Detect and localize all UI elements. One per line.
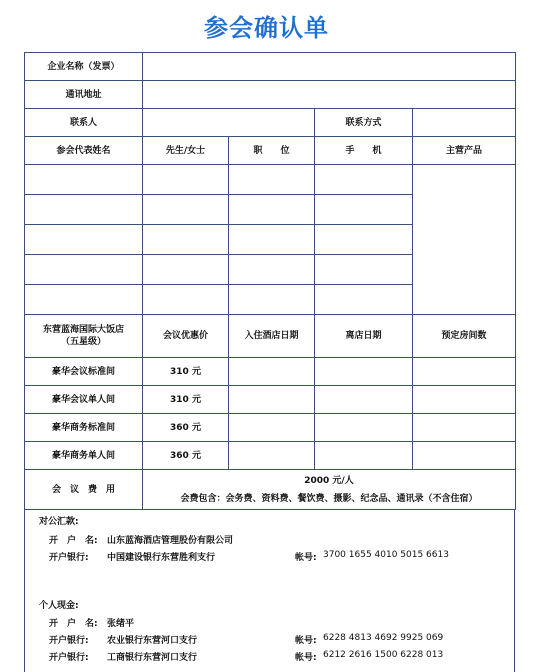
- attendee-position-cell[interactable]: [229, 225, 315, 255]
- checkout-date-header: 离店日期: [315, 315, 413, 358]
- company-name-field[interactable]: [143, 53, 516, 81]
- main-products-field[interactable]: [413, 165, 516, 315]
- personal-bank: 工商银行东营河口支行: [107, 653, 198, 663]
- checkout-date-cell[interactable]: [315, 358, 413, 386]
- hotel-star-rating: （五星级）: [60, 337, 106, 347]
- discount-price-header: 会议优惠价: [143, 315, 229, 358]
- main-products-header: 主营产品: [413, 137, 516, 165]
- checkin-date-cell[interactable]: [229, 442, 315, 470]
- room-count-cell[interactable]: [413, 414, 516, 442]
- room-count-cell[interactable]: [413, 442, 516, 470]
- contact-person-field[interactable]: [143, 109, 315, 137]
- room-type-label: 豪华会议标准间: [25, 358, 143, 386]
- personal-account-label: 帐号:: [295, 636, 317, 646]
- corporate-account-label: 帐号:: [295, 553, 317, 563]
- checkin-date-header: 入住酒店日期: [229, 315, 315, 358]
- meeting-fee-amount: 2000 元/人: [304, 475, 354, 486]
- attendee-name-cell[interactable]: [25, 225, 143, 255]
- attendee-position-cell[interactable]: [229, 285, 315, 315]
- page-title: 参会确认单: [204, 14, 329, 42]
- personal-cash-title: 个人现金:: [39, 601, 79, 611]
- personal-account-number: 6212 2616 1500 6228 013: [323, 650, 444, 660]
- corporate-account-name: 山东蓝海酒店管理股份有限公司: [107, 536, 234, 546]
- checkout-date-cell[interactable]: [315, 414, 413, 442]
- room-count-cell[interactable]: [413, 386, 516, 414]
- attendee-position-cell[interactable]: [229, 255, 315, 285]
- personal-account-name: 张绪平: [107, 619, 135, 629]
- room-price: 360 元: [143, 442, 229, 470]
- corporate-transfer-title: 对公汇款:: [39, 517, 79, 527]
- attendee-mobile-cell[interactable]: [315, 225, 413, 255]
- room-count-cell[interactable]: [413, 358, 516, 386]
- corporate-bank-label: 开户银行:: [49, 553, 89, 563]
- attendee-name-cell[interactable]: [25, 255, 143, 285]
- attendee-title-cell[interactable]: [143, 225, 229, 255]
- room-count-header: 预定房间数: [413, 315, 516, 358]
- personal-account-name-label: 开 户 名:: [49, 619, 98, 629]
- attendee-mobile-header: 手 机: [315, 137, 413, 165]
- attendee-name-cell[interactable]: [25, 285, 143, 315]
- personal-account-number: 6228 4813 4692 9925 069: [323, 633, 444, 643]
- address-label: 通讯地址: [25, 81, 143, 109]
- attendee-name-header: 参会代表姓名: [25, 137, 143, 165]
- contact-method-label: 联系方式: [315, 109, 413, 137]
- attendee-name-cell[interactable]: [25, 165, 143, 195]
- attendee-title-cell[interactable]: [143, 285, 229, 315]
- meeting-fee-note: 会费包含：会务费、资料费、餐饮费、摄影、纪念品、通讯录（不含住宿）: [180, 493, 478, 504]
- room-price: 310 元: [143, 386, 229, 414]
- personal-account-label: 帐号:: [295, 653, 317, 663]
- attendee-name-cell[interactable]: [25, 195, 143, 225]
- attendee-title-cell[interactable]: [143, 195, 229, 225]
- attendee-position-header: 职 位: [229, 137, 315, 165]
- corporate-account-number: 3700 1655 4010 5015 6613: [323, 550, 449, 560]
- room-type-label: 豪华会议单人间: [25, 386, 143, 414]
- company-name-label: 企业名称（发票）: [25, 53, 143, 81]
- checkin-date-cell[interactable]: [229, 358, 315, 386]
- personal-bank: 农业银行东营河口支行: [107, 636, 198, 646]
- personal-bank-label: 开户银行:: [49, 653, 89, 663]
- hotel-name: 东营蓝海国际大饭店: [42, 325, 124, 335]
- corporate-bank: 中国建设银行东营胜利支行: [107, 553, 216, 563]
- attendee-mobile-cell[interactable]: [315, 165, 413, 195]
- confirmation-table: [24, 52, 516, 510]
- checkin-date-cell[interactable]: [229, 386, 315, 414]
- attendee-title-cell[interactable]: [143, 165, 229, 195]
- attendee-position-cell[interactable]: [229, 165, 315, 195]
- corporate-account-name-label: 开 户 名:: [49, 536, 98, 546]
- meeting-fee-cell: [143, 470, 516, 510]
- room-price: 360 元: [143, 414, 229, 442]
- contact-person-label: 联系人: [25, 109, 143, 137]
- room-type-label: 豪华商务标准间: [25, 414, 143, 442]
- meeting-fee-label: 会 议 费 用: [25, 470, 143, 510]
- room-price: 310 元: [143, 358, 229, 386]
- attendee-mobile-cell[interactable]: [315, 255, 413, 285]
- address-field[interactable]: [143, 81, 516, 109]
- attendee-position-cell[interactable]: [229, 195, 315, 225]
- attendee-mobile-cell[interactable]: [315, 195, 413, 225]
- checkout-date-cell[interactable]: [315, 442, 413, 470]
- room-type-label: 豪华商务单人间: [25, 442, 143, 470]
- personal-bank-label: 开户银行:: [49, 636, 89, 646]
- hotel-name-cell: [25, 315, 143, 358]
- contact-method-field[interactable]: [413, 109, 516, 137]
- attendee-title-cell[interactable]: [143, 255, 229, 285]
- checkin-date-cell[interactable]: [229, 414, 315, 442]
- payment-info: [24, 509, 515, 672]
- attendee-mobile-cell[interactable]: [315, 285, 413, 315]
- checkout-date-cell[interactable]: [315, 386, 413, 414]
- attendee-title-header: 先生/女士: [143, 137, 229, 165]
